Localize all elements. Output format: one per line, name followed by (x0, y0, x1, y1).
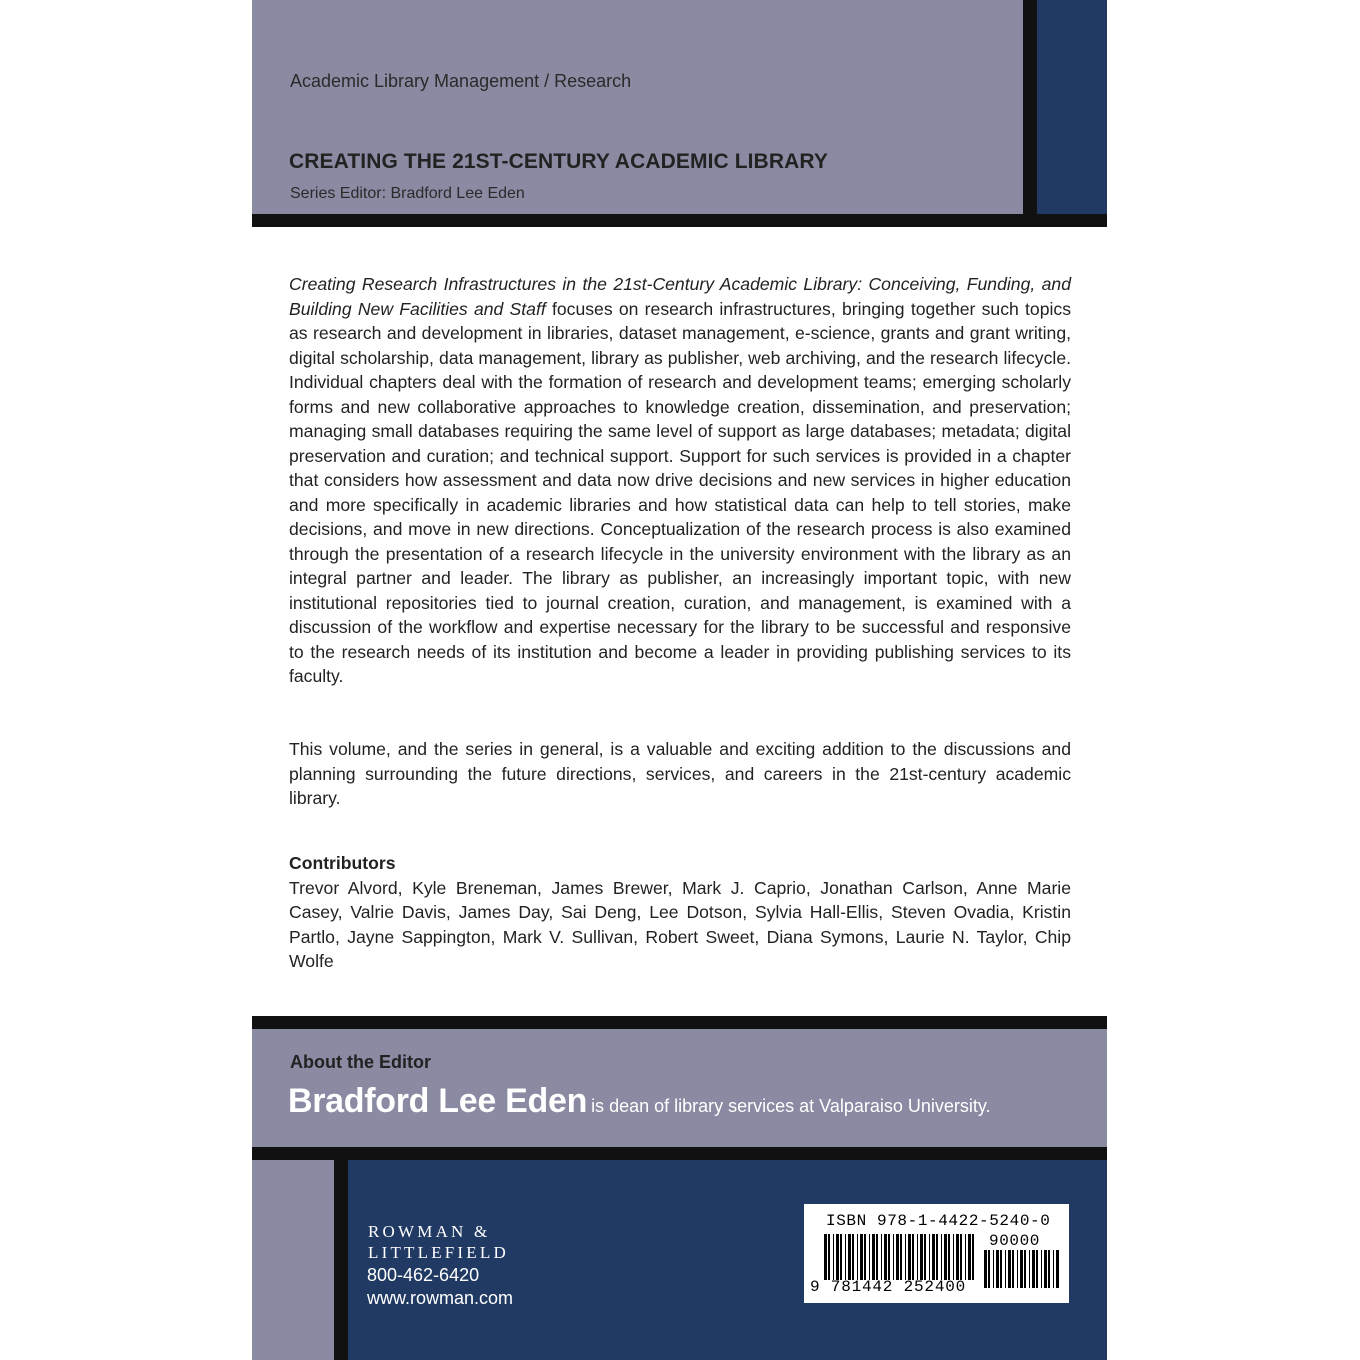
book-title: Creating Research Infrastructures in the 21st-Century Academic Library: Conceiving, Funding, and Building New Facilities and Staff (289, 274, 1071, 319)
publisher-website: www.rowman.com (367, 1288, 514, 1308)
editor-description: is dean of library services at Valparaiso University. (591, 1096, 991, 1116)
editor-bio (288, 1082, 991, 1121)
about-rule-top (252, 1016, 1107, 1029)
series-paragraph: This volume, and the series in general, is a valuable and exciting addition to the discussions and planning surrounding the future directions, services, and careers in the 21st-century academic library. (289, 739, 1071, 808)
contributors-list: Trevor Alvord, Kyle Breneman, James Brewer, Mark J. Caprio, Jonathan Carlson, Anne Marie Casey, Valrie Davis, James Day, Sai Deng, Lee Dotson, Sylvia Hall-Ellis, Steven Ovadia, Kristin Partlo, Jayne Sappington, Mark V. Sullivan, Robert Sweet, Diana Symons, Laurie N. Taylor, Chip Wolfe (289, 877, 1071, 971)
book-back-cover (252, 0, 1107, 1360)
about-rule-bottom (252, 1147, 1107, 1160)
footer-purple-block (252, 1160, 334, 1360)
publisher-logo-line2: LITTLEFIELD (368, 1243, 509, 1262)
footer-divider (334, 1160, 348, 1360)
description-paragraph (289, 272, 1071, 689)
series-editor: Series Editor: Bradford Lee Eden (290, 185, 525, 202)
description-text: focuses on research infrastructures, bringing together such topics as research and development in libraries, dataset management, e-science, grants and grant writing, digital scholarship, data management, library as publisher, web archiving, and the research lifecycle. Individual chapters deal with the formation of research and development teams; emerging scholarly forms and new collaborative approaches to knowledge creation, dissemination, and preservation; managing small databases requiring the same level of support as large databases; metadata; digital preservation and curation; and technical support. Support for such services is provided in a chapter that considers how assessment and data now drive decisions and new services in higher education and more specifically in academic libraries and how statistical data can help to tell stories, make decisions, and move in new directions. Conceptualization of the research process is also examined through the presentation of a research lifecycle in the university environment with the library as an integral partner and leader. The library as publisher, an increasingly important topic, with new institutional repositories tied to journal creation, curation, and management, is examined with a discussion of the workflow and expertise necessary for the library to be successful and responsive to the research needs of its institution and become a leader in providing publishing services to its faculty. (289, 298, 1071, 686)
publisher-logo (368, 1221, 509, 1263)
about-editor-heading: About the Editor (290, 1052, 431, 1072)
ean-digits: 9 781442 252400 (810, 1278, 967, 1296)
publisher-phone: 800-462-6420 (367, 1265, 480, 1285)
isbn-barcode (804, 1204, 1069, 1303)
publisher-logo-line1: ROWMAN & (368, 1222, 491, 1241)
isbn-number: ISBN 978-1-4422-5240-0 (826, 1212, 1051, 1230)
header-band (252, 0, 1023, 214)
header-divider (1023, 0, 1037, 214)
price-code: 90000 (989, 1232, 1041, 1250)
editor-name: Bradford Lee Eden (288, 1082, 588, 1120)
series-title: CREATING THE 21ST-CENTURY ACADEMIC LIBRARY (289, 150, 828, 173)
header-rule (252, 214, 1107, 227)
header-navy-block (1037, 0, 1107, 214)
subject-category: Academic Library Management / Research (290, 71, 632, 91)
contributors-heading: Contributors (289, 853, 396, 873)
contributors-section (289, 851, 1071, 974)
